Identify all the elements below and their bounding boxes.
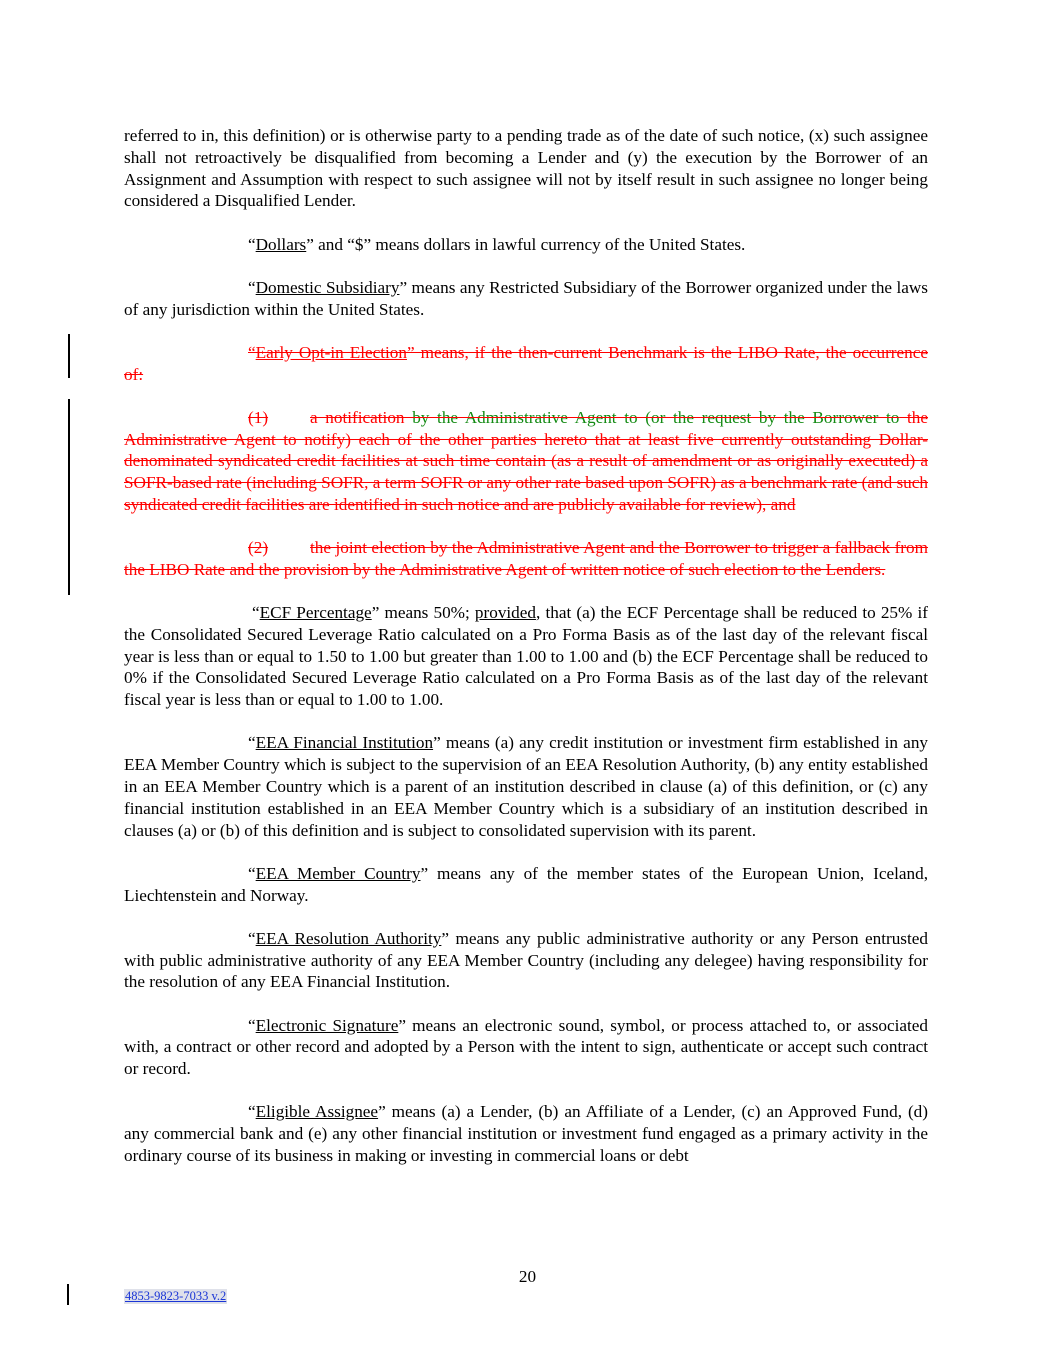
change-bar [68, 527, 70, 595]
defined-term: Eligible Assignee [255, 1102, 379, 1122]
definition-eea-member-country: “EEA Member Country” means any of the member states of the European Union, Iceland, Liechtenstein and Norway. [124, 863, 928, 905]
definition-eea-resolution-authority: “EEA Resolution Authority” means any public administrative authority or any Person entrusted with public administrative authority of any EEA Member Country (including any delegee) having responsibility for the resolution of any EEA Financial Institution. [124, 928, 928, 992]
defined-term: Early Opt-in Election [255, 342, 407, 362]
definition-eligible-assignee: “Eligible Assignee” means (a) a Lender, (b) an Affiliate of a Lender, (c) an Approved Fund, (d) any commercial bank and (e) any other financial institution or investment fund engaged as a primary activity in the ordinary course of its business in making or investing in commercial loans or debt [124, 1102, 928, 1165]
early-opt-in-item-2-deleted: (2) the joint election by the Administrative Agent and the Borrower to trigger a fallback from the LIBO Rate and the provision by the Administrative Agent of written notice of such election to the Lenders. [124, 537, 928, 581]
early-opt-in-item-1-deleted: (1) a notification by the Administrative Agent to (or the request by the Borrower to the Administrative Agent to notify) each of the other parties hereto that at least five currently outstanding Dollar-denominated syndicated credit facilities at such time contain (as a result of amendment or as originally executed) a SOFR-based rate (including SOFR, a term SOFR or any other rate based upon SOFR) as a benchmark rate (and such syndicated credit facilities are identified in such notice and are publicly available for review), and [124, 407, 928, 516]
inserted-text: by the Administrative Agent to (or the request by the Borrower to [404, 407, 900, 427]
definition-domestic-subsidiary: “Domestic Subsidiary” means any Restricted Subsidiary of the Borrower organized under the laws of any jurisdiction within the United States. [124, 277, 928, 319]
defined-term: EEA Resolution Authority [255, 928, 442, 948]
definition-ecf-percentage: “ECF Percentage” means 50%; provided, that (a) the ECF Percentage shall be reduced to 25% if the Consolidated Secured Leverage Ratio calculated on a Pro Forma Basis as of the last day of the relevant fiscal year is less than or equal to 1.50 to 1.00 but greater than 1.00 to 1.00 and (b) the ECF Percentage shall be reduced to 0% if the Consolidated Secured Leverage Ratio calculated on a Pro Forma Basis as of the last day of the relevant fiscal year is less than or equal to 1.00 to 1.00. [124, 603, 928, 710]
defined-term: Domestic Subsidiary [255, 277, 400, 297]
change-bar [68, 334, 70, 378]
defined-term: Electronic Signature [255, 1015, 399, 1035]
document-body [124, 125, 928, 1188]
page-number: 20 [518, 1267, 537, 1286]
change-bar [68, 399, 70, 534]
defined-term: Dollars [255, 234, 307, 254]
change-bar [67, 1284, 69, 1305]
definition-early-opt-in-election-deleted: “Early Opt-in Election” means, if the then-current Benchmark is the LIBO Rate, the occurrence of: [124, 342, 928, 386]
defined-term: EEA Financial Institution [255, 733, 434, 753]
definition-electronic-signature: “Electronic Signature” means an electronic sound, symbol, or process attached to, or associated with, a contract or other record and adopted by a Person with the intent to sign, authenticate or accept such contract or record. [124, 1015, 929, 1079]
definition-eea-financial-institution: “EEA Financial Institution” means (a) any credit institution or investment firm established in any EEA Member Country which is subject to the supervision of an EEA Resolution Authority, (b) any entity established in an EEA Member Country which is a parent of an institution described in clause (a) of this definition, or (c) any financial institution established in an EEA Member Country which is a subsidiary of an institution described in clauses (a) or (b) of this definition and is subject to consolidated supervision with its parent. [124, 733, 929, 840]
defined-term: EEA Member Country [255, 863, 421, 883]
definition-dollars: “Dollars” and “$” means dollars in lawful currency of the United States. [248, 234, 746, 254]
paragraph-continuation: referred to in, this definition) or is otherwise party to a pending trade as of the date of such notice, (x) such assignee shall not retroactively be disqualified from becoming a Lender and (y) the execution by the Borrower of an Assignment and Assumption with respect to such assignee will not by itself result in such assignee no longer being considered a Disqualified Lender. [124, 126, 928, 211]
document-id-link[interactable]: 4853-9823-7033 v.2 [125, 1289, 227, 1303]
defined-term: ECF Percentage [259, 603, 372, 623]
